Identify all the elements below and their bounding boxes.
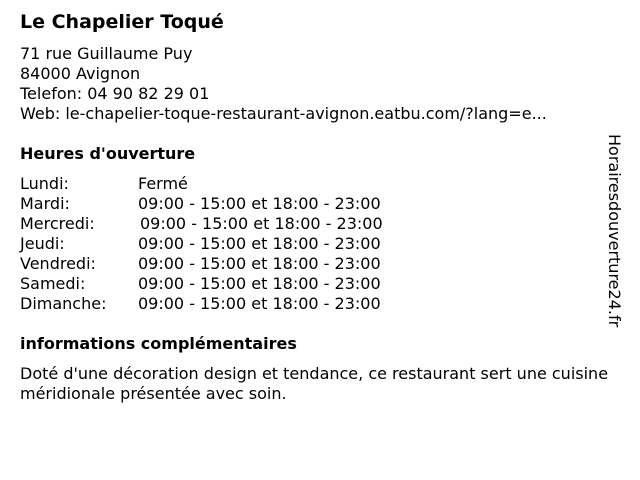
brand-watermark: Horairesdouverture24.fr	[605, 134, 624, 328]
opening-hours-heading: Heures d'ouverture	[20, 144, 196, 163]
address-city: 84000 Avignon	[20, 64, 141, 83]
day-label: Jeudi:	[20, 234, 65, 253]
business-name: Le Chapelier Toqué	[20, 11, 224, 33]
hours-value: 09:00 - 15:00 et 18:00 - 23:00	[138, 254, 381, 273]
hours-value: 09:00 - 15:00 et 18:00 - 23:00	[138, 294, 381, 313]
day-label: Mardi:	[20, 194, 70, 213]
hours-value: 09:00 - 15:00 et 18:00 - 23:00	[138, 274, 381, 293]
hours-value: 09:00 - 15:00 et 18:00 - 23:00	[140, 214, 383, 233]
day-label: Dimanche:	[20, 294, 107, 313]
day-label: Mercredi:	[20, 214, 95, 233]
website-link[interactable]: Web: le-chapelier-toque-restaurant-avignon.eatbu.com/?lang=e...	[20, 104, 547, 123]
hours-value: Fermé	[138, 174, 188, 193]
business-contact	[20, 44, 547, 124]
hours-value: 09:00 - 15:00 et 18:00 - 23:00	[138, 194, 381, 213]
additional-info-text: Doté d'une décoration design et tendance, ce restaurant sert une cuisine méridionale présentée avec soin.	[20, 364, 609, 403]
day-label: Samedi:	[20, 274, 86, 293]
phone-number[interactable]: Telefon: 04 90 82 29 01	[20, 84, 210, 103]
day-label: Vendredi:	[20, 254, 96, 273]
hours-value: 09:00 - 15:00 et 18:00 - 23:00	[138, 234, 381, 253]
additional-info-heading: informations complémentaires	[20, 334, 297, 353]
address-street: 71 rue Guillaume Puy	[20, 44, 193, 63]
day-label: Lundi:	[20, 174, 69, 193]
